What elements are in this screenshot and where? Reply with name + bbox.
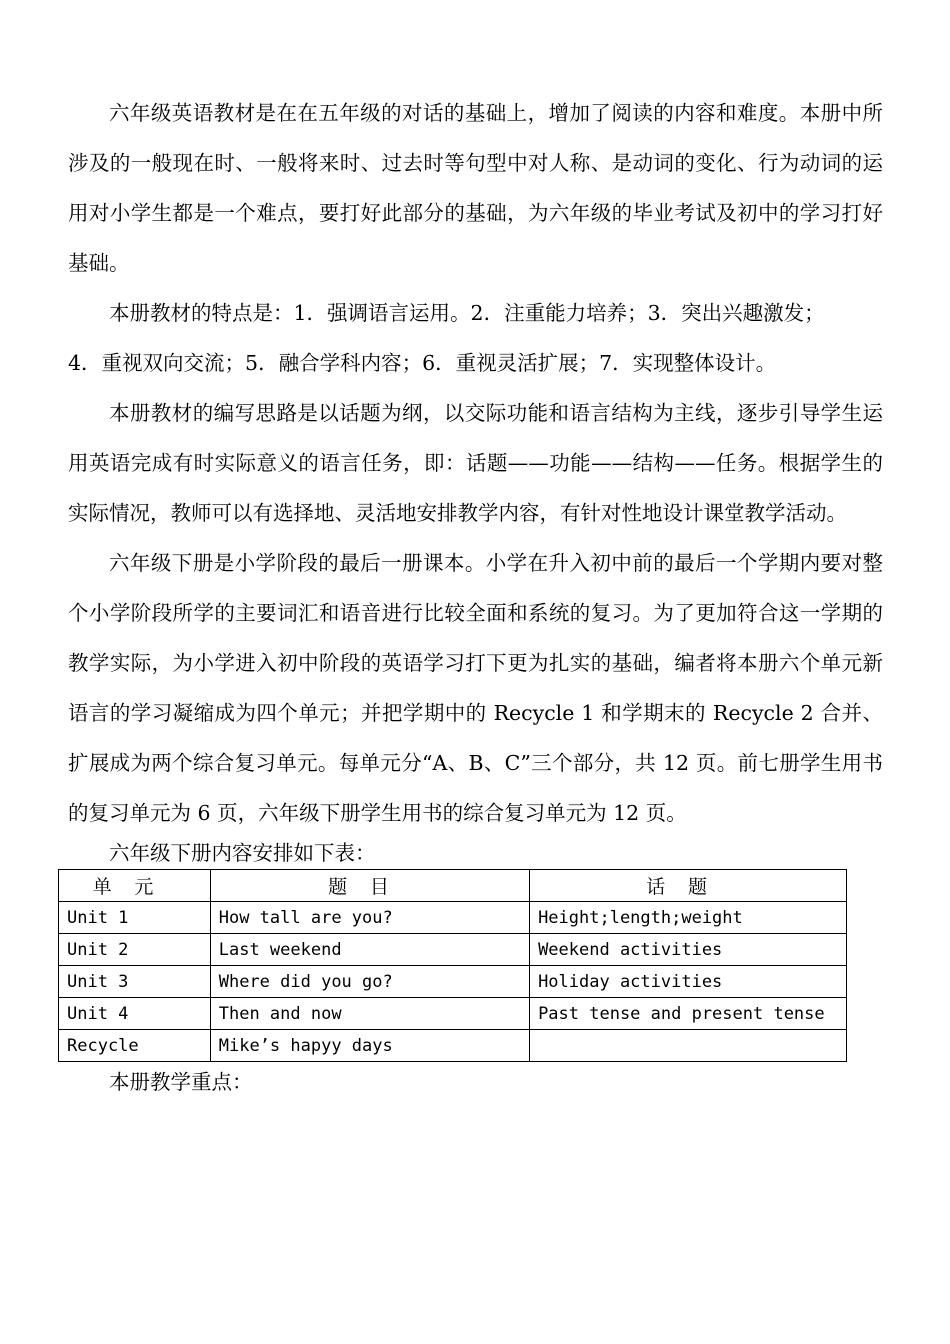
paragraph-features-cont: 4．重视双向交流；5．融合学科内容；6．重视灵活扩展；7．实现整体设计。 (68, 351, 777, 375)
table-header-row (59, 870, 847, 902)
header-title: 题目 (210, 870, 529, 902)
cell-unit: Unit 4 (59, 998, 211, 1030)
cell-topic: Past tense and present tense (530, 998, 847, 1030)
paragraph-features: 本册教材的特点是：1．强调语言运用。2．注重能力培养；3．突出兴趣激发； (109, 301, 825, 325)
table-row (59, 966, 847, 998)
cell-title: How tall are you? (210, 902, 529, 934)
cell-topic: Weekend activities (530, 934, 847, 966)
table-row (59, 934, 847, 966)
document-page (68, 88, 883, 1094)
cell-unit: Unit 1 (59, 902, 211, 934)
paragraph-intro: 六年级英语教材是在在五年级的对话的基础上，增加了阅读的内容和难度。本册中所涉及的一般现在时、一般将来时、过去时等句型中对人称、是动词的变化、行为动词的运用对小学生都是一个难点，要打好此部分的基础，为六年级的毕业考试及初中的学习打好基础。 (68, 101, 883, 275)
cell-unit: Recycle (59, 1030, 211, 1062)
table-row (59, 1030, 847, 1062)
cell-title: Then and now (210, 998, 529, 1030)
cell-topic (530, 1030, 847, 1062)
cell-topic: Height;length;weight (530, 902, 847, 934)
cell-title: Mike’s hapyy days (210, 1030, 529, 1062)
header-unit: 单元 (59, 870, 211, 902)
paragraph-approach: 本册教材的编写思路是以话题为纲，以交际功能和语言结构为主线，逐步引导学生运用英语完成有时实际意义的语言任务，即：话题——功能——结构——任务。根据学生的实际情况，教师可以有选择地、灵活地安排教学内容，有针对性地设计课堂教学活动。 (68, 401, 883, 525)
table-row (59, 998, 847, 1030)
cell-topic: Holiday activities (530, 966, 847, 998)
header-topic: 话题 (530, 870, 847, 902)
paragraph-volume: 六年级下册是小学阶段的最后一册课本。小学在升入初中前的最后一个学期内要对整个小学阶段所学的主要词汇和语音进行比较全面和系统的复习。为了更加符合这一学期的教学实际，为小学进入初中阶段的英语学习打下更为扎实的基础，编者将本册六个单元新语言的学习凝缩成为四个单元；并把学期中的 Recycle 1 和学期末的 Recycle 2 合并、扩展成为两个综合复习单元。每单元分“A、B、C”三个部分，共 12 页。前七册学生用书的复习单元为 6 页，六年级下册学生用书的综合复习单元为 12 页。 (68, 551, 883, 825)
table-row (59, 902, 847, 934)
cell-unit: Unit 2 (59, 934, 211, 966)
teaching-focus-heading: 本册教学重点： (109, 1070, 253, 1094)
table-caption: 六年级下册内容安排如下表： (109, 841, 376, 865)
content-table (58, 869, 847, 1062)
cell-title: Where did you go? (210, 966, 529, 998)
cell-title: Last weekend (210, 934, 529, 966)
cell-unit: Unit 3 (59, 966, 211, 998)
